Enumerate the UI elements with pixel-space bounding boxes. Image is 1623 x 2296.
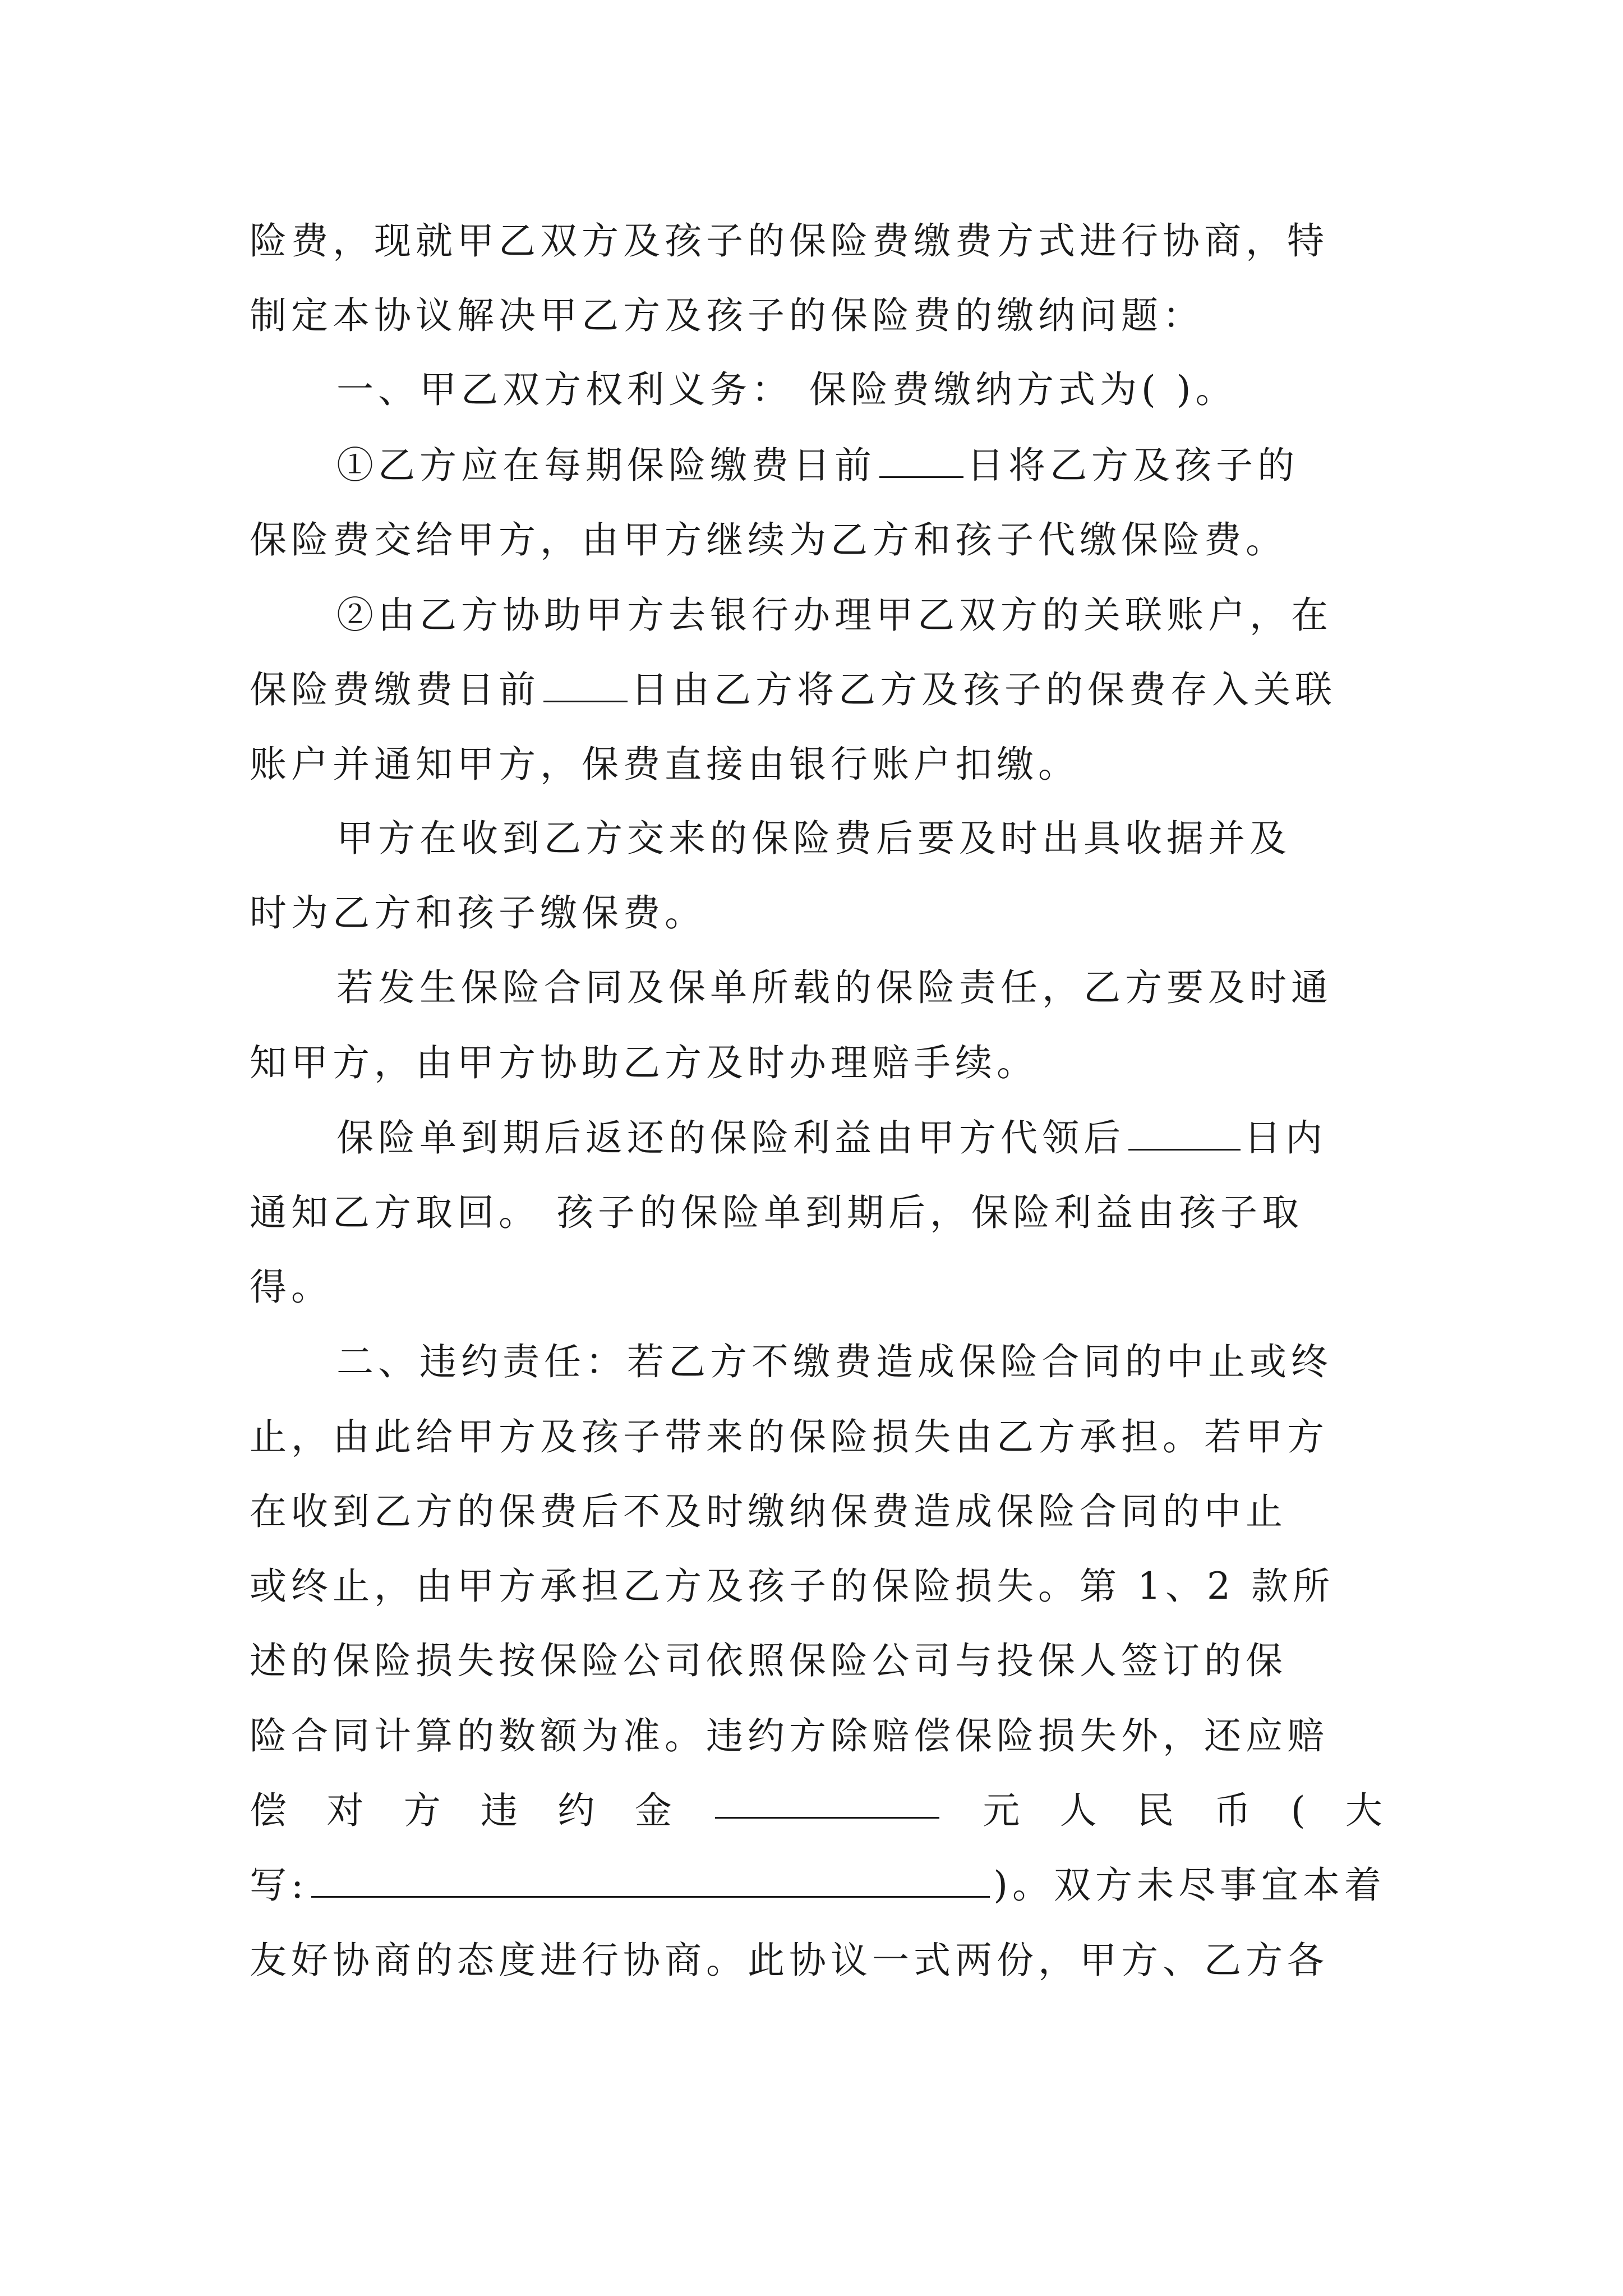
text-line: 账户并通知甲方，保费直接由银行账户扣缴。 <box>250 743 1080 786</box>
text-line <box>336 1107 1382 1169</box>
text-segment: 写: <box>250 1864 308 1907</box>
fill-in-blank-capital-amount <box>311 1859 990 1898</box>
spread-char: 方 <box>403 1789 441 1832</box>
text-segment: 保险费缴费日前 <box>250 668 540 711</box>
text-line: 险费，现就甲乙双方及孩子的保险费缴费方式进行协商，特 <box>250 219 1329 263</box>
text-line: 时为乙方和孩子缴保费。 <box>250 891 706 935</box>
text-line: 甲方在收到乙方交来的保险费后要及时出具收据并及 <box>336 817 1291 860</box>
text-segment: 日将乙方及孩子的 <box>967 444 1299 487</box>
spread-char: 违 <box>481 1789 518 1832</box>
penalty-amount-line <box>250 1780 1382 1842</box>
text-line: 得。 <box>250 1266 333 1309</box>
fill-in-blank <box>543 664 628 702</box>
spread-char: 元 <box>983 1789 1020 1832</box>
text-line: 险合同计算的数额为准。违约方除赔偿保险损失外，还应赔 <box>250 1714 1329 1757</box>
spread-char: 偿 <box>250 1789 287 1832</box>
text-line: 止，由此给甲方及孩子带来的保险损失由乙方承担。若甲方 <box>250 1415 1329 1458</box>
text-line: 或终止，由甲方承担乙方及孩子的保险损失。第 1、2 款所 <box>250 1565 1334 1608</box>
text-line: 在收到乙方的保费后不及时缴纳保费造成保险合同的中止 <box>250 1490 1287 1533</box>
text-line: 述的保险损失按保险公司依照保险公司与投保人签订的保 <box>250 1639 1287 1682</box>
fill-in-blank <box>879 439 963 478</box>
text-segment: 日由乙方将乙方及孩子的保费存入关联 <box>631 668 1336 711</box>
spread-char: ( <box>1290 1789 1306 1832</box>
text-line <box>250 659 1382 721</box>
fill-in-blank <box>1128 1112 1241 1151</box>
spread-char: 金 <box>634 1789 672 1832</box>
spread-char: 币 <box>1214 1789 1251 1832</box>
spread-char: 人 <box>1059 1789 1097 1832</box>
section-heading-rights: 一、甲乙双方权利义务： 保险费缴纳方式为( )。 <box>336 368 1237 411</box>
text-segment: 保险单到期后返还的保险利益由甲方代领后 <box>336 1116 1125 1159</box>
spread-char: 对 <box>326 1789 364 1832</box>
text-line: 通知乙方取回。 孩子的保险单到期后，保险利益由孩子取 <box>250 1191 1303 1234</box>
spread-char: 民 <box>1137 1789 1174 1832</box>
text-line: 保险费交给甲方，由甲方继续为乙方和孩子代缴保险费。 <box>250 518 1287 562</box>
text-line: 知甲方，由甲方协助乙方及时办理赔手续。 <box>250 1041 1038 1084</box>
text-line: ②由乙方协助甲方去银行办理甲乙双方的关联账户，在 <box>336 593 1332 637</box>
text-segment: ①乙方应在每期保险缴费日前 <box>336 444 876 487</box>
text-line <box>336 435 1382 496</box>
section-heading-liability: 二、违约责任：若乙方不缴费造成保险合同的中止或终 <box>336 1340 1332 1383</box>
spread-char: 约 <box>557 1789 595 1832</box>
text-line <box>250 1855 1386 1916</box>
text-line: 若发生保险合同及保单所载的保险责任，乙方要及时通 <box>336 966 1332 1009</box>
text-line: 制定本协议解决甲乙方及孩子的保险费的缴纳问题： <box>250 294 1204 337</box>
fill-in-blank-amount <box>715 1780 939 1819</box>
text-segment: 日内 <box>1244 1116 1327 1159</box>
text-segment: )。双方未尽事宜本着 <box>993 1864 1386 1907</box>
spread-char: 大 <box>1345 1789 1382 1832</box>
text-line: 友好协商的态度进行协商。此协议一式两份，甲方、乙方各 <box>250 1939 1329 1982</box>
